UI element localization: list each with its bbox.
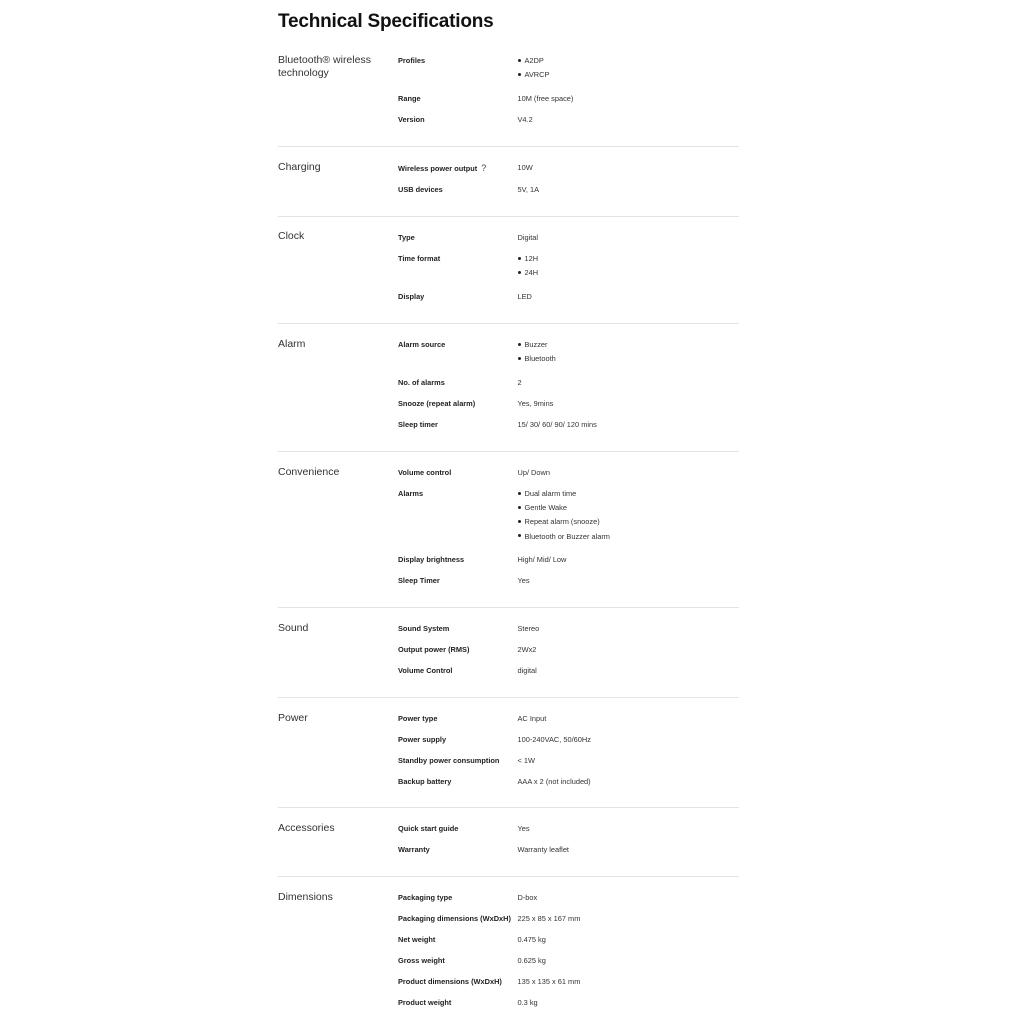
section-divider [278, 697, 739, 698]
bullet-text: 24H [524, 268, 539, 278]
bullet-item [518, 517, 610, 531]
spec-value [518, 233, 539, 242]
spec-value [518, 645, 537, 654]
spec-value [518, 956, 546, 965]
value-text: Up/ Down [517, 468, 550, 477]
bullet-dot-icon [518, 506, 521, 509]
spec-value [518, 735, 591, 744]
section-divider [278, 607, 739, 608]
section-divider [278, 146, 739, 147]
spec-value [518, 893, 538, 902]
spec-value [518, 714, 547, 723]
bullet-dot-icon [518, 534, 521, 537]
spec-label-text: Sleep timer [398, 420, 438, 429]
spec-value [518, 756, 535, 765]
bullet-dot-icon [518, 73, 521, 76]
spec-value [518, 977, 581, 986]
spec-label [398, 399, 516, 408]
spec-value [518, 935, 546, 944]
spec-label [398, 555, 516, 564]
question-icon[interactable]: ? [481, 163, 487, 173]
bullet-item [518, 489, 610, 503]
spec-label-text: Volume control [398, 468, 452, 477]
bullet-text: Dual alarm time [524, 489, 577, 498]
spec-label-text: Alarm source [398, 340, 446, 349]
spec-label-text: Type [398, 233, 415, 242]
section-divider [278, 323, 739, 324]
spec-label [398, 714, 516, 723]
value-text: AAA x 2 (not included) [517, 777, 591, 786]
spec-label [398, 914, 516, 923]
bullet-text: Bluetooth or Buzzer alarm [524, 531, 610, 541]
page-title: Technical Specifications [278, 11, 494, 32]
spec-label [398, 956, 516, 965]
value-text: digital [517, 666, 537, 675]
spec-label-text: Power type [398, 714, 438, 723]
bullet-dot-icon [518, 520, 521, 523]
spec-label [398, 489, 516, 498]
spec-value [518, 254, 539, 282]
spec-label-text: Net weight [398, 935, 436, 944]
spec-label-text: Packaging dimensions (WxDxH) [398, 914, 511, 923]
spec-label-text: Sound System [398, 624, 450, 633]
spec-label-text: Wireless power output [398, 164, 478, 173]
value-text: < 1W [517, 756, 535, 765]
spec-value [518, 185, 540, 194]
value-text: Yes, 9mins [517, 399, 554, 408]
value-text: 0.475 kg [517, 935, 546, 944]
spec-label-text: Power supply [398, 735, 447, 744]
spec-label [398, 977, 516, 986]
section-heading: Power [278, 712, 308, 724]
spec-label [398, 468, 516, 477]
spec-label [398, 777, 516, 786]
section-heading: Alarm [278, 338, 306, 350]
spec-label [398, 824, 516, 833]
spec-label [398, 185, 516, 194]
spec-label [398, 893, 516, 902]
spec-label-text: Profiles [398, 56, 426, 65]
spec-label [398, 163, 516, 173]
spec-value [518, 845, 569, 854]
value-text: 0.3 kg [517, 998, 538, 1007]
section-divider [278, 216, 739, 217]
value-text: 225 x 85 x 167 mm [517, 914, 581, 923]
spec-label [398, 292, 516, 301]
spec-label-text: Output power (RMS) [398, 645, 470, 654]
bullet-dot-icon [518, 271, 521, 274]
value-text: 2Wx2 [517, 645, 537, 654]
spec-label-text: Product dimensions (WxDxH) [398, 977, 502, 986]
bullet-item [518, 254, 539, 268]
value-text: LED [517, 292, 532, 301]
value-text: 2 [517, 378, 522, 387]
bullet-item [518, 340, 556, 354]
spec-label [398, 576, 516, 585]
section-divider [278, 876, 739, 877]
spec-value [518, 56, 550, 84]
spec-value [518, 399, 554, 408]
spec-label [398, 666, 516, 675]
bullet-text: AVRCP [524, 70, 550, 80]
section-heading: Clock [278, 230, 305, 242]
spec-label [398, 254, 516, 263]
spec-value [518, 163, 533, 172]
bullet-text: Bluetooth [524, 354, 556, 364]
spec-label-text: Packaging type [398, 893, 453, 902]
bullet-dot-icon [518, 59, 521, 62]
value-text: Warranty leaflet [517, 845, 569, 854]
spec-value [518, 998, 538, 1007]
spec-value [518, 115, 533, 124]
spec-label [398, 624, 516, 633]
section-heading: Bluetooth® wireless technology [278, 54, 371, 79]
spec-label-text: Sleep Timer [398, 576, 440, 585]
value-text: V4.2 [517, 115, 533, 124]
bullet-dot-icon [518, 343, 521, 346]
spec-label [398, 340, 516, 349]
spec-value [518, 94, 574, 103]
spec-value [518, 378, 522, 387]
value-text: Digital [517, 233, 539, 242]
spec-label-text: Quick start guide [398, 824, 459, 833]
section-divider [278, 451, 739, 452]
value-text: 15/ 30/ 60/ 90/ 120 mins [517, 420, 597, 429]
spec-label [398, 998, 516, 1007]
spec-label [398, 756, 516, 765]
bullet-text: A2DP [524, 56, 544, 65]
value-text: Stereo [517, 624, 540, 633]
spec-label-text: No. of alarms [398, 378, 445, 387]
spec-label-text: Warranty [398, 845, 430, 854]
value-text: 5V, 1A [517, 185, 540, 194]
value-text: 10M (free space) [517, 94, 574, 103]
value-text: 100-240VAC, 50/60Hz [517, 735, 591, 744]
spec-value [518, 624, 540, 633]
spec-value [518, 666, 537, 675]
section-heading: Sound [278, 622, 309, 634]
bullet-item [518, 503, 610, 517]
bullet-item [518, 56, 550, 70]
spec-label-text: Backup battery [398, 777, 452, 786]
spec-label-text: Product weight [398, 998, 452, 1007]
spec-value [518, 292, 532, 301]
spec-value [518, 420, 597, 429]
spec-label [398, 56, 516, 65]
spec-value [518, 576, 530, 585]
spec-value [518, 555, 567, 564]
spec-label-text: Gross weight [398, 956, 445, 965]
spec-label-text: Display brightness [398, 555, 465, 564]
value-text: High/ Mid/ Low [517, 555, 567, 564]
value-text: AC Input [517, 714, 547, 723]
spec-label [398, 233, 516, 242]
spec-label [398, 378, 516, 387]
section-heading: Convenience [278, 466, 340, 478]
spec-label-text: Volume Control [398, 666, 453, 675]
value-text: 135 x 135 x 61 mm [517, 977, 581, 986]
spec-label [398, 94, 516, 103]
spec-label-text: Alarms [398, 489, 424, 498]
spec-label-text: Display [398, 292, 425, 301]
bullet-item [518, 70, 550, 84]
spec-value [518, 489, 610, 546]
spec-label-text: Version [398, 115, 425, 124]
section-heading: Accessories [278, 822, 335, 834]
bullet-dot-icon [518, 357, 521, 360]
spec-label-text: Snooze (repeat alarm) [398, 399, 476, 408]
bullet-dot-icon [518, 492, 521, 495]
bullet-text: Gentle Wake [524, 503, 567, 513]
section-divider [278, 807, 739, 808]
spec-label-text: Standby power consumption [398, 756, 500, 765]
value-text: 0.625 kg [517, 956, 546, 965]
spec-label [398, 645, 516, 654]
value-text: Yes [517, 576, 530, 585]
spec-label [398, 420, 516, 429]
value-text: Yes [517, 824, 530, 833]
bullet-item [518, 268, 539, 282]
spec-label [398, 845, 516, 854]
spec-value [518, 468, 550, 477]
bullet-text: 12H [524, 254, 539, 263]
spec-label-text: Time format [398, 254, 441, 263]
spec-label-text: Range [398, 94, 421, 103]
bullet-text: Buzzer [524, 340, 548, 349]
value-text: 10W [517, 163, 533, 172]
spec-value [518, 914, 581, 923]
spec-value [518, 824, 530, 833]
spec-label [398, 115, 516, 124]
section-heading: Charging [278, 161, 321, 173]
spec-value [518, 777, 591, 786]
spec-value [518, 340, 556, 368]
spec-label [398, 735, 516, 744]
bullet-item [518, 354, 556, 368]
bullet-dot-icon [518, 257, 521, 260]
section-heading: Dimensions [278, 891, 333, 903]
bullet-item [518, 532, 610, 546]
bullet-text: Repeat alarm (snooze) [524, 517, 600, 527]
spec-label [398, 935, 516, 944]
value-text: D-box [517, 893, 538, 902]
spec-label-text: USB devices [398, 185, 443, 194]
